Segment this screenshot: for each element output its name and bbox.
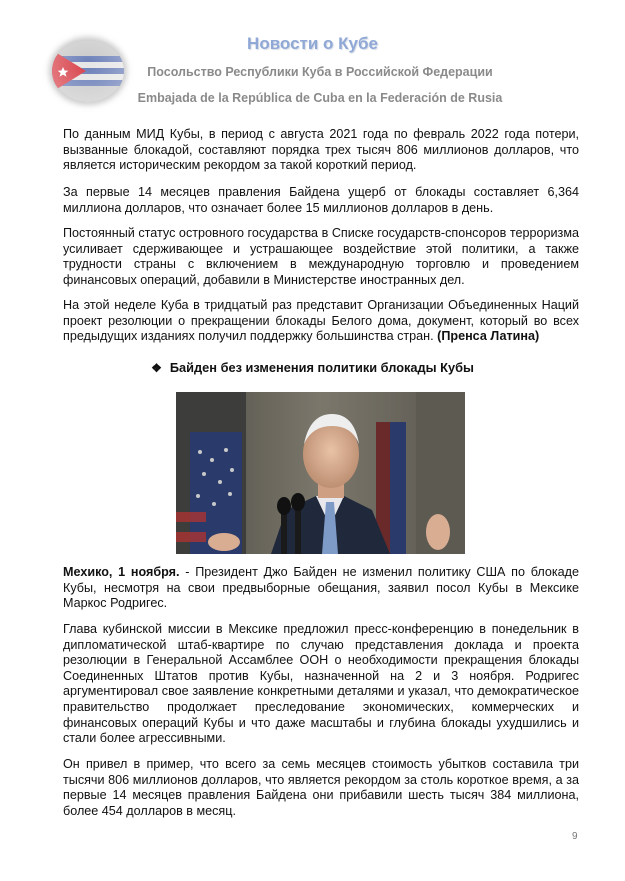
paragraph-un-resolution: [63, 298, 579, 345]
embassy-name-es: Embajada de la República de Cuba en la Federación de Rusia: [137, 91, 503, 105]
section-heading: [0, 360, 625, 375]
section-heading-text: Байден без изменения политики блокады Кубы: [169, 360, 474, 375]
article-paragraph-2: Глава кубинской миссии в Мексике предложил пресс-конференцию в понедельник в дипломатической штаб-квартире по случаю представления доклада и проекта резолюции в Генеральной Ассамблее ООН о необходимости прекращения блокады Соединенных Штатов против Кубы, назначенной на 2 и 3 ноября. Родригес аргументировал свое заявление конкретными деталями и указал, что демократическое правительство продолжает преследование экономических, коммерческих и финансовых операций Кубы и что даже масштабы и глубина блокады ухудшились и стали более агрессивными.: [63, 622, 579, 746]
article-paragraph-1-text: - Президент Джо Байден не изменил политику США по блокаде Кубы, несмотря на свои предвыборные обещания, заявил посол Кубы в Мексике Маркос Родригес.: [63, 565, 579, 611]
embassy-name-ru: Посольство Республики Куба в Российской Федерации: [147, 65, 493, 79]
page-number: 9: [572, 831, 578, 842]
paragraph-biden-damage: За первые 14 месяцев правления Байдена ущерб от блокады составляет 6,364 миллиона долларов, что означает более 15 миллионов долларов в день.: [63, 185, 579, 215]
paragraph-losses: По данным МИД Кубы, в период с августа 2021 года по февраль 2022 года потери, вызванные блокадой, составляют порядка трех тысяч 806 миллионов долларов, что является историческим рекордом за такой короткий период.: [63, 127, 579, 173]
source-credit: (Пренса Латина): [437, 329, 540, 344]
article-paragraph-3: Он привел в пример, что всего за семь месяцев стоимость убытков составила три тысячи 806 миллионов долларов, что является рекордом за столь короткое время, а за первые 14 месяцев правления Байдена они прибавили шесть тысяч 384 миллиона, более 454 долларов в месяц.: [63, 757, 579, 818]
paragraph-terror-list: Постоянный статус островного государства в Списке государств-спонсоров терроризма усиливает сдерживающее и устрашающее воздействие этой политики, а также трудности страны с включением в международную торговлю и проведением финансовых операций, добавили в Министерстве иностранных дел.: [63, 226, 579, 287]
article-dateline: Мехико, 1 ноября.: [63, 565, 180, 579]
news-photo: [176, 392, 465, 554]
page-header: [0, 0, 625, 118]
paragraph-un-resolution-text: На этой неделе Куба в тридцатый раз представит Организации Объединенных Наций проект резолюции о прекращении блокады Белого дома, документ, который во всех предыдущих изданиях получил поддержку большинства стран.: [63, 298, 579, 344]
article-paragraph-1: [63, 565, 579, 612]
diamond-bullet-icon: ❖: [151, 361, 162, 375]
newsletter-title: Новости о Кубе: [247, 34, 378, 53]
